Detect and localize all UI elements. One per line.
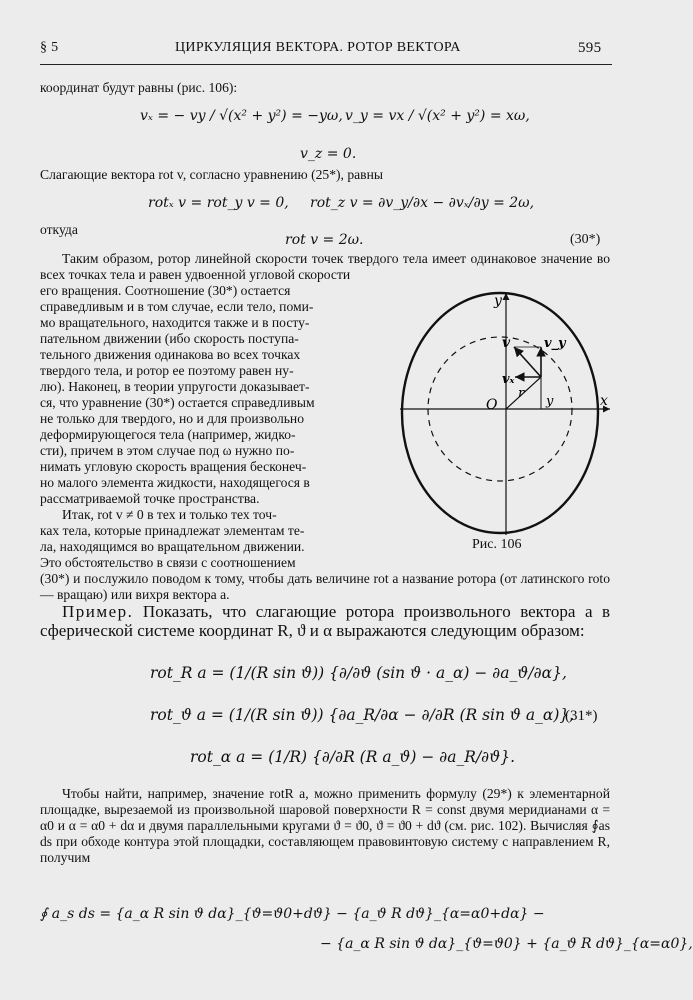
equation-rot-xy: rotₓ v = rot_y v = 0,	[148, 195, 289, 211]
paragraph-5-body	[40, 507, 390, 571]
equation-rot-alpha: rot_α a = (1/R) {∂/∂R (R a_ϑ) − ∂a_R/∂ϑ}.	[190, 748, 516, 766]
text-line: ках тела, которые принадлежат элементам те-	[40, 523, 305, 538]
equation-rot-v: rot v = 2ω.	[285, 232, 364, 248]
v-label: v	[502, 335, 511, 351]
text-line: ся, что уравнение (30*) остается справедливым	[40, 395, 315, 410]
paragraph-3: откуда	[40, 222, 78, 237]
text-line: но малого элемента жидкости, находящегося в	[40, 475, 310, 490]
text-line: деформирующегося тела (например, жидко-	[40, 427, 296, 442]
x-axis-label: x	[600, 393, 608, 409]
text-line: рассматриваемой точке пространства.	[40, 491, 260, 506]
y-component-label: y	[546, 394, 554, 409]
velocity-vector	[514, 347, 541, 377]
text-line: лю). Наконец, в теории упругости доказывает-	[40, 379, 310, 394]
paragraph-6: Чтобы найти, например, значение rotR a, можно применить формулу (29*) к элементарной площадке, вырезаемой из произвольной шаровой поверхности R = const двумя меридианами α = α0 и α = α0 + dα и двумя параллельными кругами ϑ = ϑ0, ϑ = ϑ0 + dϑ (см. рис. 102). Вычисляя ∮as ds при обходе контура этой площадки, составляющем правовинтовую систему с направлением R, получим	[40, 786, 610, 865]
text-line: Итак, rot v ≠ 0 в тех и только тех точ-	[62, 507, 277, 522]
y-axis-label: y	[494, 293, 502, 309]
text-line: нимать угловую скорость вращения бесконеч-	[40, 459, 307, 474]
example-text: Показать, что слагающие ротора произвольного вектора a в сферической системе координат R, ϑ и α выражаются следующим образом:	[40, 602, 610, 640]
equation-circulation-1: ∮ a_s ds = {a_α R sin ϑ dα}_{ϑ=ϑ0+dϑ} − {a_ϑ R dϑ}_{α=α0+dα} −	[40, 906, 545, 922]
paragraph-1: координат будут равны (рис. 106):	[40, 80, 238, 95]
paragraph-2: Слагающие вектора rot v, согласно уравнению (25*), равны	[40, 167, 384, 182]
paragraph-4-body	[40, 283, 390, 507]
text-line: мо вращательного, находится также и в посту-	[40, 315, 310, 330]
figure-106	[398, 285, 618, 550]
text-line: сти), причем в этом случае под ω нужно по-	[40, 443, 295, 458]
paragraph-5-last: (30*) и послужило поводом к тому, чтобы дать величине rot a название ротора (от латинского roto — вращаю) или вихря вектора a.	[40, 571, 610, 602]
text-line: его вращения. Соотношение (30*) остается	[40, 283, 291, 298]
equation-circulation-2: − {a_α R sin ϑ dα}_{ϑ=ϑ0} + {a_ϑ R dϑ}_{α=α0},	[320, 936, 693, 952]
equation-vy: v_y = vx / √(x² + y²) = xω,	[345, 108, 530, 124]
text-line: твердого тела, и ротор ее поэтому равен ну-	[40, 363, 294, 378]
page-number: 595	[578, 40, 602, 56]
equation-number-31: (31*)	[565, 708, 598, 724]
vy-label: v_y	[544, 336, 566, 351]
text-line: Это обстоятельство в связи с соотношением	[40, 555, 296, 570]
text-line: тельного движения одинакова во всех точках	[40, 347, 301, 362]
vx-label: vₓ	[502, 372, 515, 387]
header-rule	[40, 64, 612, 65]
equation-rot-theta: rot_ϑ a = (1/(R sin ϑ)) {∂a_R/∂α − ∂/∂R (R sin ϑ a_α)},	[150, 706, 575, 724]
radius-label: r	[518, 386, 525, 401]
text-line: пательном движении (ибо скорость поступа-	[40, 331, 299, 346]
example-paragraph	[40, 602, 610, 640]
text-line: справедливым и в том случае, если тело, поми-	[40, 299, 314, 314]
paragraph-4-intro: Таким образом, ротор линейной скорости точек твердого тела имеет одинаковое значение во всех точках тела и равен удвоенной угловой скорости	[40, 251, 610, 282]
equation-rot-z: rot_z v = ∂v_y/∂x − ∂vₓ/∂y = 2ω,	[310, 195, 535, 211]
example-label: Пример.	[62, 602, 134, 621]
origin-label: O	[486, 397, 498, 413]
section-number: § 5	[40, 40, 59, 55]
equation-rot-R: rot_R a = (1/(R sin ϑ)) {∂/∂ϑ (sin ϑ · a_α) − ∂a_ϑ/∂α},	[150, 664, 567, 682]
running-title: ЦИРКУЛЯЦИЯ ВЕКТОРА. РОТОР ВЕКТОРА	[175, 40, 461, 55]
equation-vx: vₓ = − vy / √(x² + y²) = −yω,	[140, 108, 343, 124]
equation-number-30: (30*)	[570, 232, 601, 247]
text-line: не только для твердого, но и для произвольно	[40, 411, 305, 426]
figure-caption: Рис. 106	[472, 537, 522, 552]
text-line: ла, находящимся во вращательном движении.	[40, 539, 305, 554]
equation-vz: v_z = 0.	[300, 146, 357, 162]
body-outline	[402, 293, 598, 533]
